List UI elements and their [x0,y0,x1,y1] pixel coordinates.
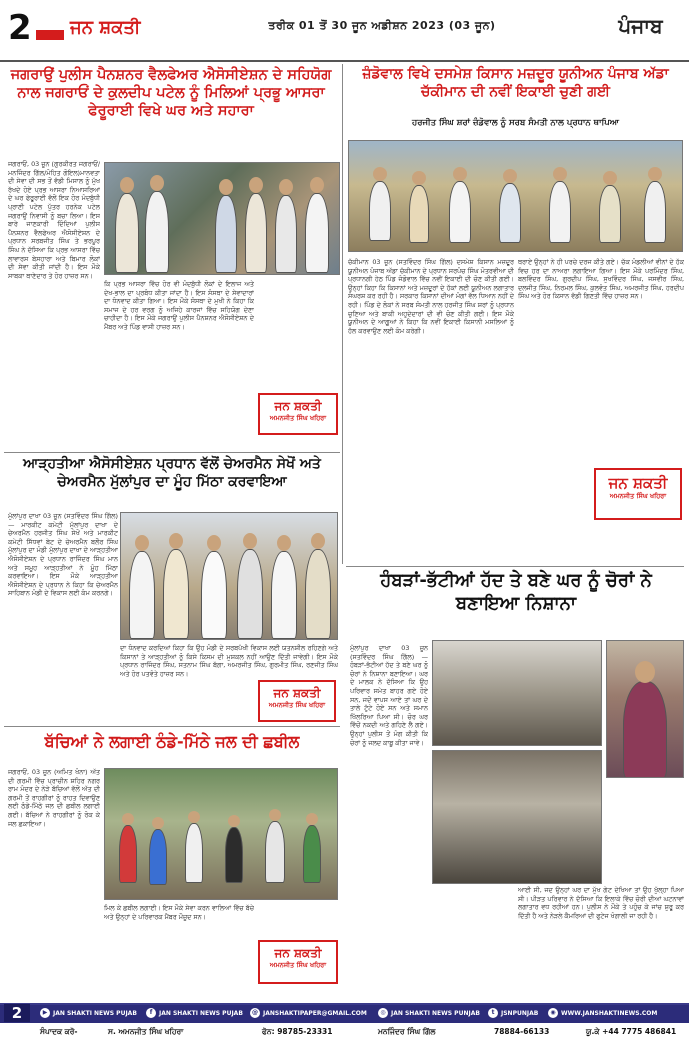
ad-subtitle-3: ਅਮਨਜੀਤ ਸਿੰਘ ਖਹਿਰਾ [268,701,326,709]
article5-body-right: ਮਿਲ ਕੇ ਛਬੀਲ ਲਗਾਈ। ਇਸ ਮੌਕੇ ਸੇਵਾ ਕਰਨ ਵਾਲਿਆਂ ਵਿੱਚ ਬੱਚੇ ਅਤੇ ਉਨ੍ਹਾਂ ਦੇ ਪਰਿਵਾਰਕ ਮੈਂਬਰ ਮੌਜੂਦ ਸਨ। [104,904,254,921]
article4-headline: ਹੰਬੜਾਂ-ਭੱਟੀਆਂ ਹੱਦ ਤੇ ਬਣੇ ਘਰ ਨੂੰ ਚੋਰਾਂ ਨੇ ਬਣਾਇਆ ਨਿਸ਼ਾਨਾ [380,570,652,614]
ad-subtitle-4: ਅਮਨਜੀਤ ਸਿੰਘ ਖਹਿਰਾ [269,961,327,969]
article4-photo-3 [606,640,684,778]
globe-icon: ◉ [548,1008,558,1018]
page-number-bar [36,30,64,40]
article4-body-right: ਆਈ ਸੀ, ਜਦ ਉਨ੍ਹਾਂ ਘਰ ਦਾ ਮੁੱਖ ਗੇਟ ਦੇਖਿਆ ਤਾਂ ਉਹ ਖੁੱਲ੍ਹਾ ਪਿਆ ਸੀ। ਪੀੜਤ ਪਰਿਵਾਰ ਨੇ ਦੱਸਿਆ ਕਿ ਇਲਾਕੇ ਵਿੱਚ ਚੋਰੀ ਦੀਆਂ ਘਟਨਾਵਾਂ ਲਗਾਤਾਰ ਵਧ ਰਹੀਆਂ ਹਨ। ਪੁਲੀਸ ਨੇ ਮੌਕੇ ਤੇ ਪਹੁੰਚ ਕੇ ਜਾਂਚ ਸ਼ੁਰੂ ਕਰ ਦਿੱਤੀ ਹੈ ਅਤੇ ਨੇੜਲੇ ਕੈਮਰਿਆਂ ਦੀ ਫੁਟੇਜ ਖੰਗਾਲੀ ਜਾ ਰਹੀ ਹੈ। [518,886,684,920]
ad-subtitle-2: ਅਮਨਜੀਤ ਸਿੰਘ ਖਹਿਰਾ [609,492,667,500]
divider [4,452,340,453]
section-name: ਪੰਜਾਬ [618,14,663,38]
footer-phone-3: ਯੂ.ਕੇ +44 7775 486841 [586,1027,677,1036]
article1-photo [104,162,340,275]
twitter-icon: t [488,1008,498,1018]
article1-body-right: ਕਿ ਪ੍ਰਭ ਆਸਰਾ ਵਿੱਚ ਹੋਰ ਵੀ ਮੰਦਬੁੱਧੀ ਲੋਕਾਂ ਦੇ ਇਲਾਜ ਅਤੇ ਦੇਖ-ਭਾਲ ਦਾ ਪ੍ਰਬੰਧ ਕੀਤਾ ਜਾਂਦਾ ਹੈ। ਇਸ ਸੰਸਥਾ ਦੇ ਸੇਵਾਦਾਰਾਂ ਦਾ ਧੰਨਵਾਦ ਕੀਤਾ ਗਿਆ। ਇਸ ਮੌਕੇ ਸੰਸਥਾ ਦੇ ਮੁਖੀ ਨੇ ਕਿਹਾ ਕਿ ਸਮਾਜ ਦੇ ਹਰ ਵਰਗ ਨੂੰ ਅਜਿਹੇ ਕਾਰਜਾਂ ਵਿੱਚ ਸਹਿਯੋਗ ਦੇਣਾ ਚਾਹੀਦਾ ਹੈ। ਇਸ ਮੌਕੇ ਜਗਰਾਉਂ ਪੁਲੀਸ ਪੈਨਸ਼ਨਰ ਐਸੋਸੀਏਸ਼ਨ ਦੇ ਮੈਂਬਰ ਅਤੇ ਪਿੰਡ ਵਾਸੀ ਹਾਜ਼ਰ ਸਨ। [104,280,254,331]
article2-subhead: ਹਰਜੀਤ ਸਿੰਘ ਸ਼ਰਾਂ ਜ਼ੰਡੋਵਾਲ ਨੂੰ ਸਰਬ ਸੰਮਤੀ ਨਾਲ ਪ੍ਰਧਾਨ ਥਾਪਿਆ [412,118,619,128]
newspaper-logo: ਜਨ ਸ਼ਕਤੀ [70,16,141,38]
footer-link-facebook[interactable]: f JAN SHAKTI NEWS PUJAB [146,1008,243,1018]
article2-body-left: ਚੱਕੀਮਾਨ 03 ਜੂਨ (ਸਤਵਿੰਦਰ ਸਿੰਘ ਗਿੱਲ) ਦਸਮੇਸ਼ ਕਿਸਾਨ ਮਜ਼ਦੂਰ ਯੂਨੀਅਨ ਪੰਜਾਬ ਅੱਡਾ ਚੱਕੀਮਾਨ ਦੇ ਪ੍ਰਧਾਨ ਸਰਪੰਚ ਸਿੰਘ ਮੋਤਰਵੀਆ ਦੀ ਪ੍ਰਧਾਨਗੀ ਹੇਠ ਪਿੰਡ ਜੰਡੋਵਾਲ ਵਿੱਚ ਨਵੀਂ ਇਕਾਈ ਦੀ ਚੋਣ ਕੀਤੀ ਗਈ। ਉਨ੍ਹਾਂ ਕਿਹਾ ਕਿ ਕਿਸਾਨਾਂ ਅਤੇ ਮਜ਼ਦੂਰਾਂ ਦੇ ਹੱਕਾਂ ਲਈ ਯੂਨੀਅਨ ਲਗਾਤਾਰ ਸੰਘਰਸ਼ ਕਰ ਰਹੀ ਹੈ। ਸਰਕਾਰ ਕਿਸਾਨਾਂ ਦੀਆਂ ਮੰਗਾਂ ਵੱਲ ਧਿਆਨ ਨਹੀਂ ਦੇ ਰਹੀ। ਪਿੰਡ ਦੇ ਲੋਕਾਂ ਨੇ ਸਰਬ ਸੰਮਤੀ ਨਾਲ ਹਰਜੀਤ ਸਿੰਘ ਸ਼ਰਾਂ ਨੂੰ ਪ੍ਰਧਾਨ ਚੁਣਿਆ ਅਤੇ ਬਾਕੀ ਅਹੁਦੇਦਾਰਾਂ ਦੀ ਵੀ ਚੋਣ ਕੀਤੀ ਗਈ। ਇਸ ਮੌਕੇ ਯੂਨੀਅਨ ਦੇ ਆਗੂਆਂ ਨੇ ਕਿਹਾ ਕਿ ਨਵੀਂ ਇਕਾਈ ਕਿਸਾਨੀ ਮਸਲਿਆਂ ਨੂੰ ਹੱਲ ਕਰਵਾਉਣ ਲਈ ਕੰਮ ਕਰੇਗੀ। [348,258,514,335]
article2-body-right: ਥਰਾਏ ਉਨ੍ਹਾਂ ਨੇ ਹੀ ਪਰਚੇ ਦਰਜ ਕੀਤੇ ਗਏ। ਚੱਕ ਮੰਡਲੀਆਂ ਵੀਨਾਂ ਦੇ ਹੱਕ ਵਿਚ ਹਰ ਦਾ ਨਾਅਰਾ ਲਗਾਇਆ ਗਿਆ। ਇਸ ਮੌਕੇ ਪਰਮਿੰਦਰ ਸਿੰਘ, ਬਲਵਿੰਦਰ ਸਿੰਘ, ਗੁਰਦੀਪ ਸਿੰਘ, ਸੁਖਵਿੰਦਰ ਸਿੰਘ, ਜਸਵੀਰ ਸਿੰਘ, ਦਲਜੀਤ ਸਿੰਘ, ਨਿਰਮਲ ਸਿੰਘ, ਕੁਲਵੰਤ ਸਿੰਘ, ਅਮਰਜੀਤ ਸਿੰਘ, ਹਰਦੀਪ ਸਿੰਘ ਅਤੇ ਹੋਰ ਕਿਸਾਨ ਵੱਡੀ ਗਿਣਤੀ ਵਿੱਚ ਹਾਜ਼ਰ ਸਨ। [518,258,684,301]
divider-2 [346,566,684,567]
footer-link-twitter[interactable]: t JSNPUNJAB [488,1008,538,1018]
column-divider [342,64,343,564]
footer-page-number: 2 [4,1004,30,1022]
footer-editor-name: ਸ. ਅਮਨਜੀਤ ਸਿੰਘ ਖਹਿਰਾ [108,1027,184,1036]
ad-title-3: ਜਨ ਸ਼ਕਤੀ [273,686,321,700]
ad-subtitle: ਅਮਨਜੀਤ ਸਿੰਘ ਖਹਿਰਾ [269,414,327,422]
footer-link-website[interactable]: ◉ WWW.JANSHAKTINEWS.COM [548,1008,657,1018]
footer-link-youtube[interactable]: ▶ JAN SHAKTI NEWS PUJAB [40,1008,137,1018]
jan-shakti-ad-3 [258,680,336,722]
footer-phone-2: 78884-66133 [494,1027,550,1036]
jan-shakti-ad-4 [258,940,338,984]
article2-headline: ਜ਼ੰਡੋਵਾਲ ਵਿਖੇ ਦਸਮੇਸ਼ ਕਿਸਾਨ ਮਜ਼ਦੂਰ ਯੂਨੀਅਨ ਪੰਜਾਬ ਅੱਡਾ ਚੱਕੀਮਾਨ ਦੀ ਨਵੀਂ ਇਕਾਈ ਚੁਣੀ ਗਈ [362,66,669,100]
ad-title-2: ਜਨ ਸ਼ਕਤੀ [608,474,668,492]
ad-title: ਜਨ ਸ਼ਕਤੀ [274,399,322,413]
divider-3 [4,726,340,727]
article5-body-left: ਜਗਰਾਓਂ, 03 ਜੂਨ (ਅਮਿਤ ਖੰਨਾ) ਅੱਤ ਦੀ ਗਰਮੀ ਵਿੱਚ ਪ੍ਰਾਚੀਨ ਸ਼ਹਿਰ ਨਗਰ ਰਾਮ ਮੰਦਰ ਦੇ ਨੇੜੇ ਬੱਚਿਆਂ ਵੱਲੋਂ ਅੱਤ ਦੀ ਗਰਮੀ ਤੋਂ ਰਾਹਗੀਰਾਂ ਨੂੰ ਰਾਹਤ ਦਿਵਾਉਣ ਲਈ ਠੰਡੇ-ਮਿੱਠੇ ਜਲ ਦੀ ਛਬੀਲ ਲਗਾਈ ਗਈ। ਬੱਚਿਆਂ ਨੇ ਰਾਹਗੀਰਾਂ ਨੂੰ ਰੋਕ ਕੇ ਜਲ ਛਕਾਇਆ। [8,768,100,828]
jan-shakti-ad [258,393,338,435]
article4-photo-1 [432,640,602,746]
article3-photo [120,512,338,640]
article5-headline: ਬੱਚਿਆਂ ਨੇ ਲਗਾਈ ਠੰਡੇ-ਮਿੱਠੇ ਜਲ ਦੀ ਛਬੀਲ [44,732,300,751]
footer-phone-1: ਫੋਨ: 98785-23331 [262,1027,333,1036]
article1-body-left: ਜਗਰਾਓਂ, 03 ਜੂਨ (ਗੁਰਕੀਰਤ ਜਗਰਾਓਂ/ ਮਨਜਿੰਦਰ ਗਿੱਲ/ਮੋਹਿਤ ਗੋਇਲ)ਮਾਨਵਤਾ ਦੀ ਸੇਵਾ ਦੀ ਸਭ ਤੋਂ ਵੱਡੀ ਮਿਸਾਲ ਨੂੰ ਮੁੱਖ ਰੱਖਦੇ ਹੋਏ ਪ੍ਰਭ ਆਸਰਾ ਨਿਆਸਰਿਆਂ ਦੇ ਘਰ ਫੇਰੂਰਾਈ ਵੱਲੋਂ ਇਕ ਹੋਰ ਮੰਦਬੁੱਧੀ ਪ੍ਰਾਣੀ ਪਟੇਲ ਪੁੱਤਰ ਹਰਨੇਕ ਪਟੇਲ ਜਗਰਾਉਂ ਨਿਵਾਸੀ ਨੂੰ ਬਚਾ ਲਿਆ। ਇਸ ਬਾਰੇ ਜਾਣਕਾਰੀ ਦਿੰਦਿਆਂ ਪੁਲੀਸ ਪੈਨਸ਼ਨਰ ਵੈਲਫੇਅਰ ਐਸੋਸੀਏਸ਼ਨ ਦੇ ਪ੍ਰਧਾਨ ਸਰਬਜੀਤ ਸਿੰਘ ਤੇ ਭਰਪੂਰ ਸਿੰਘ ਨੇ ਦੱਸਿਆ ਕਿ ਪ੍ਰਭ ਆਸਰਾ ਵਿੱਚ ਲਾਵਾਰਸ ਬੇਸਹਾਰਾ ਅਤੇ ਬਿਮਾਰ ਲੋਕਾਂ ਦੀ ਸੇਵਾ ਕੀਤੀ ਜਾਂਦੀ ਹੈ। ਇਸ ਮੌਕੇ ਸਾਬਕਾ ਥਾਣੇਦਾਰ ਤੇ ਹੋਰ ਹਾਜ਼ਰ ਸਨ। [8,160,100,280]
youtube-icon: ▶ [40,1008,50,1018]
ad-title-4: ਜਨ ਸ਼ਕਤੀ [274,946,322,960]
jan-shakti-ad-2 [594,468,682,520]
article5-photo [104,768,338,900]
footer-link-instagram[interactable]: ◎ JAN SHAKTI NEWS PUNJAB [378,1008,480,1018]
issue-date: ਤਰੀਕ 01 ਤੋਂ 30 ਜੂਨ ਅਡੀਸ਼ਨ 2023 (03 ਜੂਨ) [268,19,496,32]
footer-editor-label: ਸੰਪਾਦਕ ਕਰੋ- [40,1027,78,1036]
article3-body-left: ਮੁੱਲਾਂਪੁਰ ਦਾਖਾ 03 ਜੂਨ (ਸਤਵਿੰਦਰ ਸਿੰਘ ਗਿੱਲ) — ਮਾਰਕੀਟ ਕਮੇਟੀ ਮੁੱਲਾਂਪੁਰ ਦਾਖਾ ਦੇ ਚੇਅਰਮੈਨ ਹਰਜੀਤ ਸਿੰਘ ਸੇਖੋਂ ਅਤੇ ਮਾਰਕੀਟ ਕਮੇਟੀ ਸਿੱਧਵਾਂ ਬੇਟ ਦੇ ਚੇਅਰਮੈਨ ਬਲੌਰ ਸਿੰਘ ਮੁੱਲਾਂਪੁਰ ਦਾ ਮੰਡੀ ਮੁੱਲਾਂਪੁਰ ਦਾਖਾ ਦੇ ਆੜ੍ਹਤੀਆ ਐਸੋਸੀਏਸ਼ਨ ਦੇ ਪ੍ਰਧਾਨ ਰਾਜਿੰਦਰ ਸਿੰਘ ਮਾਨ ਅਤੇ ਸਮੂਹ ਆੜ੍ਹਤੀਆਂ ਨੇ ਮੂੰਹ ਮਿੱਠਾ ਕਰਵਾਇਆ। ਇਸ ਮੌਕੇ ਆੜ੍ਹਤੀਆ ਐਸੋਸੀਏਸ਼ਨ ਦੇ ਪ੍ਰਧਾਨ ਨੇ ਕਿਹਾ ਕਿ ਚੇਅਰਮੈਨ ਸਾਹਿਬਾਨ ਮੰਡੀ ਦੇ ਵਿਕਾਸ ਲਈ ਕੰਮ ਕਰਨਗੇ। [8,512,118,598]
article2-photo [348,140,683,252]
footer-name-2: ਮਨਜਿੰਦਰ ਸਿੰਘ ਗਿੱਲ [378,1027,436,1036]
footer-link-email[interactable]: @ JANSHAKTIPAPER@GMAIL.COM [252,1009,367,1017]
article3-headline: ਆੜ੍ਹਤੀਆ ਐਸੋਸੀਏਸ਼ਨ ਪ੍ਰਧਾਨ ਵੱਲੋਂ ਚੇਅਰਮੈਨ ਸੇਖੋਂ ਅਤੇ ਚੇਅਰਮੈਨ ਮੁੱਲਾਂਪੁਰ ਦਾ ਮੂੰਹ ਮਿੱਠਾ ਕਰਵਾਇਆ [23,456,321,490]
facebook-icon: f [146,1008,156,1018]
instagram-icon: ◎ [378,1008,388,1018]
article4-photo-2 [432,750,602,884]
email-icon: @ [252,1009,258,1016]
page-number: 2 [8,8,32,48]
article3-body-right: ਦਾ ਧੰਨਵਾਦ ਕਰਦਿਆਂ ਕਿਹਾ ਕਿ ਉਹ ਮੰਡੀ ਦੇ ਸਰਬਪੱਖੀ ਵਿਕਾਸ ਲਈ ਯਤਨਸ਼ੀਲ ਰਹਿਣਗੇ ਅਤੇ ਕਿਸਾਨਾਂ ਤੇ ਆੜ੍ਹਤੀਆਂ ਨੂੰ ਕਿਸੇ ਕਿਸਮ ਦੀ ਮੁਸ਼ਕਲ ਨਹੀਂ ਆਉਣ ਦਿੱਤੀ ਜਾਵੇਗੀ। ਇਸ ਮੌਕੇ ਪ੍ਰਧਾਨ ਰਾਜਿੰਦਰ ਸਿੰਘ, ਸਤਨਾਮ ਸਿੰਘ ਬੱਗਾ, ਅਮਰਜੀਤ ਸਿੰਘ, ਗੁਰਮੀਤ ਸਿੰਘ, ਰਣਜੀਤ ਸਿੰਘ ਅਤੇ ਹੋਰ ਪਤਵੰਤੇ ਹਾਜ਼ਰ ਸਨ। [120,644,338,678]
article1-headline: ਜਗਰਾਉਂ ਪੁਲੀਸ ਪੈਨਸ਼ਨਰ ਵੈਲਫੇਅਰ ਐਸੋਸੀਏਸ਼ਨ ਦੇ ਸਹਿਯੋਗ ਨਾਲ ਜਗਰਾਓਂ ਦੇ ਕੁਲਦੀਪ ਪਟੇਲ ਨੂੰ ਮਿਲਿਆਂ ਪ੍ਰਭੂ ਆਸਰਾ ਫੇਰੂਰਾਈ ਵਿਖੇ ਘਰ ਅਤੇ ਸਹਾਰਾ [10,67,332,120]
article4-body-left: ਮੁੱਲਾਂਪੁਰ ਦਾਖਾ 03 ਜੂਨ (ਸਤਵਿੰਦਰ ਸਿੰਘ ਗਿੱਲ) — ਹੰਬੜਾਂ-ਭੱਟੀਆਂ ਹੱਦ ਤੇ ਬਣੇ ਘਰ ਨੂੰ ਚੋਰਾਂ ਨੇ ਨਿਸ਼ਾਨਾ ਬਣਾਇਆ। ਘਰ ਦੇ ਮਾਲਕ ਨੇ ਦੱਸਿਆ ਕਿ ਉਹ ਪਰਿਵਾਰ ਸਮੇਤ ਬਾਹਰ ਗਏ ਹੋਏ ਸਨ, ਜਦੋਂ ਵਾਪਸ ਆਏ ਤਾਂ ਘਰ ਦੇ ਤਾਲੇ ਟੁੱਟੇ ਹੋਏ ਸਨ ਅਤੇ ਸਮਾਨ ਖਿੱਲਰਿਆ ਪਿਆ ਸੀ। ਚੋਰ ਘਰ ਵਿੱਚੋਂ ਨਕਦੀ ਅਤੇ ਗਹਿਣੇ ਲੈ ਗਏ। ਉਨ੍ਹਾਂ ਪੁਲੀਸ ਤੋਂ ਮੰਗ ਕੀਤੀ ਕਿ ਚੋਰਾਂ ਨੂੰ ਜਲਦ ਕਾਬੂ ਕੀਤਾ ਜਾਵੇ। [350,644,428,747]
